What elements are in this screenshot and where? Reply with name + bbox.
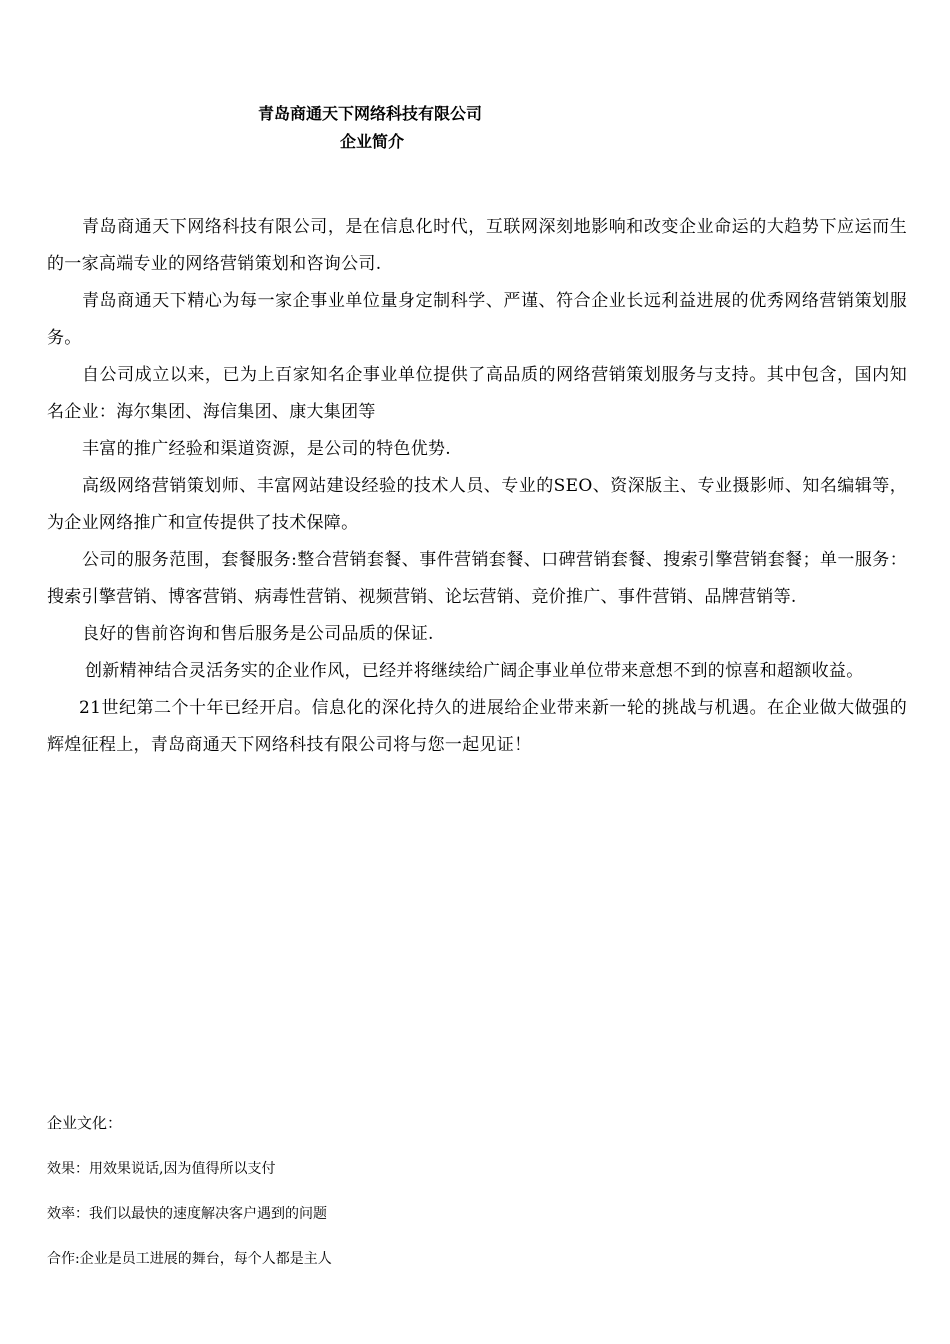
paragraph-custom-service: 青岛商通天下精心为每一家企事业单位量身定制科学、严谨、符合企业长远利益进展的优秀网络营销策划服务。 bbox=[47, 291, 907, 348]
corporate-culture bbox=[47, 1110, 907, 1271]
culture-item-effect: 效果：用效果说话,因为值得所以支付 bbox=[47, 1161, 276, 1177]
paragraph-intro: 青岛商通天下网络科技有限公司，是在信息化时代，互联网深刻地影响和改变企业命运的大趋势下应运而生的一家高端专业的网络营销策划和咨询公司. bbox=[47, 217, 907, 274]
paragraph-service-scope: 公司的服务范围，套餐服务:整合营销套餐、事件营销套餐、口碑营销套餐、搜索引擎营销套餐；单一服务：搜索引擎营销、博客营销、病毒性营销、视频营销、论坛营销、竞价推广、事件营销、品牌营销等. bbox=[47, 550, 907, 607]
culture-item-cooperation: 合作:企业是员工进展的舞台，每个人都是主人 bbox=[47, 1251, 332, 1267]
paragraph-future: 21世纪第二个十年已经开启。信息化的深化持久的进展给企业带来新一轮的挑战与机遇。在企业做大做强的辉煌征程上，青岛商通天下网络科技有限公司将与您一起见证！ bbox=[47, 698, 907, 755]
intro-body bbox=[47, 209, 907, 764]
paragraph-support: 良好的售前咨询和售后服务是公司品质的保证. bbox=[82, 624, 434, 644]
paragraph-advantages: 丰富的推广经验和渠道资源，是公司的特色优势. bbox=[82, 439, 452, 459]
paragraph-team: 高级网络营销策划师、丰富网站建设经验的技术人员、专业的SEO、资深版主、专业摄影师、知名编辑等，为企业网络推广和宣传提供了技术保障。 bbox=[47, 476, 907, 533]
culture-heading: 企业文化： bbox=[47, 1114, 123, 1132]
paragraph-clients: 自公司成立以来，已为上百家知名企事业单位提供了高品质的网络营销策划服务与支持。其中包含，国内知名企业：海尔集团、海信集团、康大集团等 bbox=[47, 365, 907, 422]
culture-item-efficiency: 效率：我们以最快的速度解决客户遇到的问题 bbox=[47, 1206, 327, 1222]
paragraph-innovation: 创新精神结合灵活务实的企业作风，已经并将继续给广阔企事业单位带来意想不到的惊喜和超额收益。 bbox=[85, 661, 864, 681]
document-title: 企业简介 bbox=[340, 132, 405, 151]
company-title: 青岛商通天下网络科技有限公司 bbox=[258, 104, 483, 123]
